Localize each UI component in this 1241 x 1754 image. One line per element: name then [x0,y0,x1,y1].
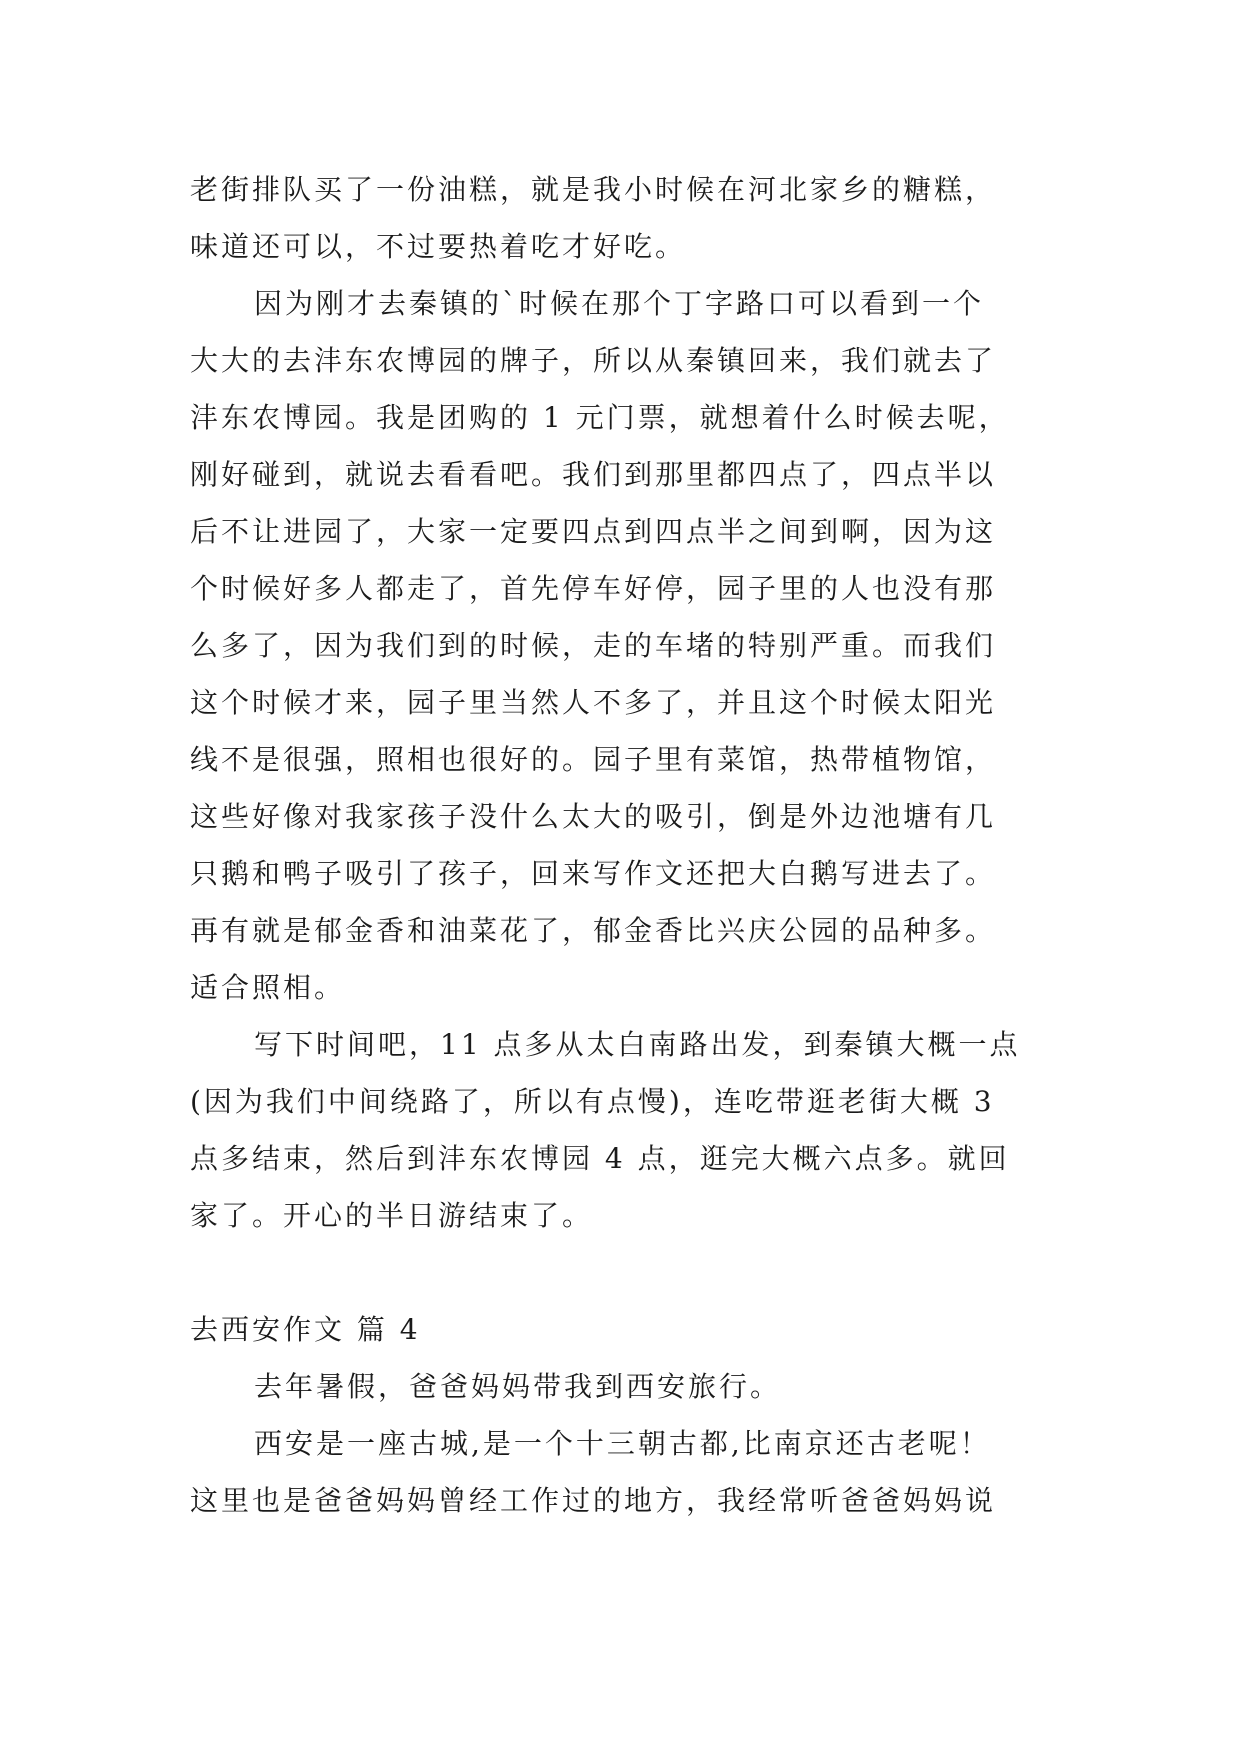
text-line: 这个时候才来，园子里当然人不多了，并且这个时候太阳光 [190,686,997,719]
document-body [190,161,1070,1529]
text-line: 么多了，因为我们到的时候，走的车堵的特别严重。而我们 [190,629,997,662]
text-line: 大大的去沣东农博园的牌子，所以从秦镇回来，我们就去了 [190,344,997,377]
text-line: 这里也是爸爸妈妈曾经工作过的地方，我经常听爸爸妈妈说 [190,1484,997,1517]
text-line: 写下时间吧，11 点多从太白南路出发，到秦镇大概一点 [254,1028,1021,1061]
paragraph-1 [190,161,1070,275]
text-line: 老街排队买了一份油糕，就是我小时候在河北家乡的糖糕， [190,173,997,206]
paragraph-4 [190,1358,1070,1415]
paragraph-2 [190,275,1070,1016]
text-line: 去年暑假，爸爸妈妈带我到西安旅行。 [254,1370,782,1403]
text-line: 点多结束，然后到沣东农博园 4 点，逛完大概六点多。就回 [190,1142,1010,1175]
section-title: 去西安作文 篇 4 [190,1313,421,1346]
text-line: 后不让进园了，大家一定要四点到四点半之间到啊，因为这 [190,515,997,548]
text-line: 味道还可以，不过要热着吃才好吃。 [190,230,687,263]
text-line: (因为我们中间绕路了，所以有点慢)，连吃带逛老街大概 3 [190,1085,995,1118]
text-line: 这些好像对我家孩子没什么太大的吸引，倒是外边池塘有几 [190,800,997,833]
paragraph-3 [190,1016,1070,1244]
text-line: 再有就是郁金香和油菜花了，郁金香比兴庆公园的品种多。 [190,914,997,947]
text-line: 只鹅和鸭子吸引了孩子，回来写作文还把大白鹅写进去了。 [190,857,997,890]
paragraph-5 [190,1415,1070,1529]
text-line: 刚好碰到，就说去看看吧。我们到那里都四点了，四点半以 [190,458,997,491]
text-line: 家了。开心的半日游结束了。 [190,1199,594,1232]
text-line: 个时候好多人都走了，首先停车好停，园子里的人也没有那 [190,572,997,605]
text-line: 西安是一座古城,是一个十三朝古都,比南京还古老呢！ [254,1427,991,1460]
text-line: 线不是很强，照相也很好的。园子里有菜馆，热带植物馆， [190,743,997,776]
spacer [190,1244,1070,1301]
text-line: 沣东农博园。我是团购的 1 元门票，就想着什么时候去呢， [190,401,1010,434]
text-line: 因为刚才去秦镇的`时候在那个丁字路口可以看到一个 [254,287,985,320]
text-line: 适合照相。 [190,971,346,1004]
